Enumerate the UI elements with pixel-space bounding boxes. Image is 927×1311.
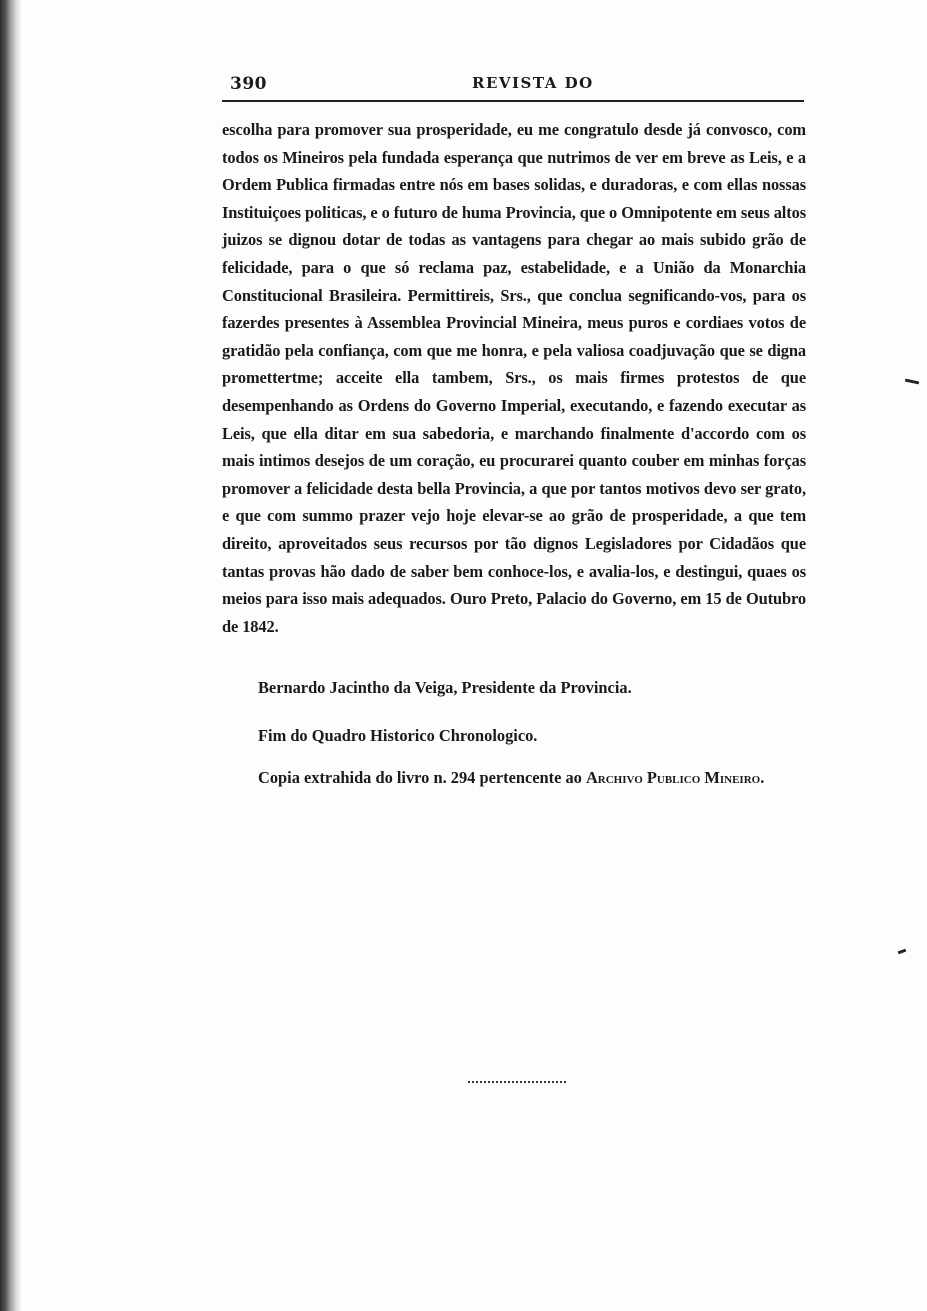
signature-name: Bernardo Jacintho da Veiga, xyxy=(258,678,458,697)
running-head: REVISTA DO xyxy=(472,74,594,92)
scan-binding-edge xyxy=(0,0,22,1311)
body-text xyxy=(222,116,806,640)
header-rule xyxy=(222,100,804,104)
copy-note-suffix: . xyxy=(760,768,765,787)
page-header xyxy=(222,70,804,100)
body-paragraph: escolha para promover sua prosperidade, eu me congratulo desde já convosco, com todos os Mineiros pela fundada esperança que nutrimos de ver em breve as Leis, e a Ordem Publica firmadas entre nós em bases solidas, e duradoras, e com ellas nossas Instituiçoes politicas, e o futuro de huma Provincia, que o Omnipotente em seus altos juizos se dignou dotar de todas as vantagens para chegar ao mais subido grão de felicidade, para o que só reclama paz, estabelidade, e a União da Monarchia Constitucional Brasileira. Permittireis, Srs., que conclua segnificando-vos, para os fazerdes presentes à Assemblea Provincial Mineira, meus puros e cordiaes votos de gratidão pela confiança, com que me honra, e pela valiosa coadjuvação que se digna promettertme; acceite ella tambem, Srs., os mais firmes protestos de que desempenhando as Ordens do Governo Imperial, executando, e fazendo executar as Leis, que ella ditar em sua sabedoria, e marchando finalmente d'accordo com os mais intimos desejos de um coração, eu procurarei quanto couber em minhas forças promover a felicidade desta bella Provincia, a que por tantos motivos devo ser grato, e que com summo prazer vejo hoje elevar-se ao grão de prosperidade, a que tem direito, aproveitados seus recursos por tão dignos Legisladores por Cidadãos que tantas provas hão dado de saber bem conhoce-los, e avalia-los, e destingui, quaes os meios para isso mais adequados. Ouro Preto, Palacio do Governo, em 15 de Outubro de 1842. xyxy=(222,120,806,636)
archive-name: Archivo Publico Mineiro xyxy=(585,768,761,787)
end-rule xyxy=(468,1081,566,1083)
signature-title: Presidente da Provincia. xyxy=(457,678,632,697)
signature-line xyxy=(258,678,632,698)
closing-line: Fim do Quadro Historico Chronologico. xyxy=(258,726,538,745)
copy-note xyxy=(222,764,806,792)
scan-speck xyxy=(905,379,919,385)
copy-note-prefix: Copia extrahida do livro n. 294 pertencente ao xyxy=(258,768,586,787)
scan-speck xyxy=(898,949,907,955)
page-number: 390 xyxy=(230,74,267,94)
